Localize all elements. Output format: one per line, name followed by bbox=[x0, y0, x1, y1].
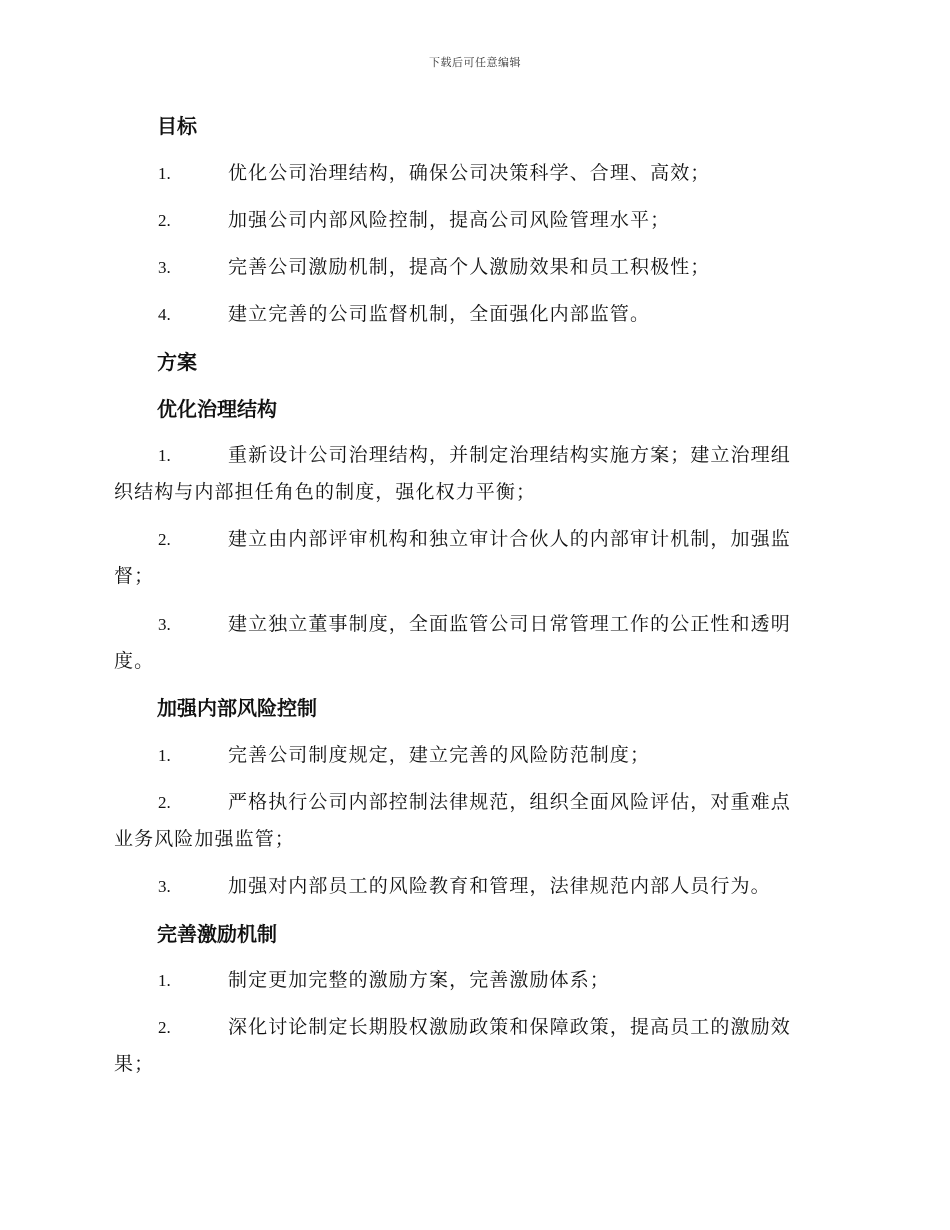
section-heading-goals: 目标 bbox=[157, 114, 197, 138]
section-heading-governance: 优化治理结构 bbox=[157, 397, 277, 421]
item-text: 加强公司内部风险控制，提高公司风险管理水平； bbox=[228, 209, 671, 231]
list-item bbox=[114, 1009, 834, 1083]
list-item bbox=[114, 521, 834, 595]
section-heading-plan: 方案 bbox=[157, 350, 197, 374]
item-text: 建立完善的公司监督机制，全面强化内部监管。 bbox=[228, 303, 651, 325]
item-number: 3. bbox=[158, 258, 171, 277]
item-text-line: 建立独立董事制度，全面监管公司日常管理工作的公正性和透明 bbox=[228, 613, 791, 635]
item-text-line: 建立由内部评审机构和独立审计合伙人的内部审计机制，加强监 bbox=[228, 528, 791, 550]
item-number: 2. bbox=[158, 793, 171, 812]
list-item bbox=[114, 784, 834, 858]
item-text-line: 度。 bbox=[114, 650, 155, 672]
item-text: 加强对内部员工的风险教育和管理，法律规范内部人员行为。 bbox=[228, 875, 771, 897]
item-text: 制定更加完整的激励方案，完善激励体系； bbox=[228, 969, 610, 991]
item-text-line: 深化讨论制定长期股权激励政策和保障政策，提高员工的激励效 bbox=[228, 1016, 791, 1038]
item-text-line: 果； bbox=[114, 1053, 155, 1075]
item-text-line: 严格执行公司内部控制法律规范，组织全面风险评估，对重难点 bbox=[228, 791, 791, 813]
item-number: 2. bbox=[158, 530, 171, 549]
item-text: 完善公司激励机制，提高个人激励效果和员工积极性； bbox=[228, 256, 711, 278]
item-number: 3. bbox=[158, 615, 171, 634]
item-text: 优化公司治理结构，确保公司决策科学、合理、高效； bbox=[228, 162, 711, 184]
item-number: 2. bbox=[158, 1018, 171, 1037]
item-number: 1. bbox=[158, 971, 171, 990]
item-number: 1. bbox=[158, 164, 171, 183]
item-text-line: 重新设计公司治理结构，并制定治理结构实施方案；建立治理组 bbox=[228, 444, 791, 466]
list-item bbox=[114, 606, 834, 680]
item-text-line: 织结构与内部担任角色的制度，强化权力平衡； bbox=[114, 481, 537, 503]
item-number: 4. bbox=[158, 305, 171, 324]
item-number: 1. bbox=[158, 746, 171, 765]
item-text: 完善公司制度规定，建立完善的风险防范制度； bbox=[228, 744, 651, 766]
section-heading-risk: 加强内部风险控制 bbox=[157, 696, 317, 720]
section-heading-incentive: 完善激励机制 bbox=[157, 922, 277, 946]
item-number: 2. bbox=[158, 211, 171, 230]
list-item bbox=[114, 437, 834, 511]
item-number: 3. bbox=[158, 877, 171, 896]
item-text-line: 督； bbox=[114, 565, 155, 587]
page-header: 下载后可任意编辑 bbox=[429, 56, 521, 69]
item-text-line: 业务风险加强监管； bbox=[114, 828, 295, 850]
item-number: 1. bbox=[158, 446, 171, 465]
